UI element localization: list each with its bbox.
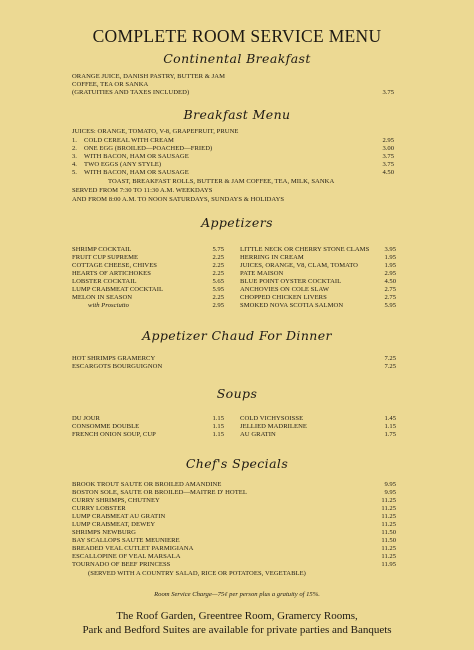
soup-left-name: DU JOUR — [72, 415, 101, 422]
soup-right-name: JELLIED MADRILENE — [240, 423, 307, 430]
footer-line-1: The Roof Garden, Greentree Room, Gramercy Rooms, — [116, 610, 358, 622]
appetizer-left-name: LOBSTER COCKTAIL — [72, 278, 137, 285]
special-name: BOSTON SOLE, SAUTE OR BROILED—MAITRE D' HOTEL — [72, 489, 247, 496]
appetizer-right-name: SMOKED NOVA SCOTIA SALMON — [240, 302, 344, 309]
appetizers-heading: Appetizers — [201, 215, 273, 230]
appetizer-right-price: 4.50 — [384, 278, 396, 285]
soup-left-name: FRENCH ONION SOUP, CUP — [72, 431, 156, 438]
special-name: CURRY LOBSTER — [72, 505, 126, 512]
appetizer-right-name: HERRING IN CREAM — [240, 254, 304, 261]
special-price: 11.25 — [381, 497, 396, 504]
appetizer-left-price: 2.25 — [212, 270, 224, 277]
breakfast-item-price: 2.95 — [382, 137, 394, 144]
special-price: 11.25 — [381, 513, 396, 520]
appetizer-left-name: SHRIMP COCKTAIL — [72, 246, 132, 253]
appetizer-right-price: 2.75 — [384, 294, 396, 301]
special-price: 11.25 — [381, 545, 396, 552]
breakfast-item-price: 3.75 — [382, 161, 394, 168]
breakfast-item-name: ONE EGG (BROILED—POACHED—FRIED) — [84, 145, 213, 152]
appetizer-right-name: CHOPPED CHICKEN LIVERS — [240, 294, 327, 301]
chaud-item-price: 7.25 — [384, 355, 396, 362]
breakfast-item-name: TWO EGGS (ANY STYLE) — [84, 161, 162, 168]
appetizer-left-name: FRUIT CUP SUPREME — [72, 254, 139, 261]
breakfast-heading: Breakfast Menu — [183, 107, 291, 122]
soup-right-name: AU GRATIN — [240, 431, 276, 438]
continental-line-1: ORANGE JUICE, DANISH PASTRY, BUTTER & JAM — [72, 73, 225, 80]
continental-line-2: COFFEE, TEA OR SANKA — [72, 81, 149, 88]
chaud-item-name: ESCARGOTS BOURGUIGNON — [72, 363, 163, 370]
special-price: 11.25 — [381, 553, 396, 560]
special-price: 11.50 — [381, 537, 396, 544]
special-price: 9.95 — [384, 481, 396, 488]
menu-title: COMPLETE ROOM SERVICE MENU — [92, 26, 382, 46]
special-name: ESCALLOPINE OF VEAL MARSALA — [72, 553, 181, 560]
appetizer-right-price: 1.95 — [384, 254, 396, 261]
special-price: 11.50 — [381, 529, 396, 536]
specials-served-with: (SERVED WITH A COUNTRY SALAD, RICE OR POTATOES, VEGETABLE) — [88, 570, 306, 577]
appetizer-right-name: JUICES, ORANGE, V8, CLAM, TOMATO — [240, 262, 358, 269]
breakfast-item-price: 3.75 — [382, 153, 394, 160]
special-name: BREADED VEAL CUTLET PARMIGIANA — [72, 545, 194, 552]
special-name: BAY SCALLOPS SAUTE MEUNIERE — [72, 537, 180, 544]
chaud-item-name: HOT SHRIMPS GRAMERCY — [72, 355, 156, 362]
appetizer-right-price: 2.75 — [384, 286, 396, 293]
special-name: LUMP CRABMEAT, DEWEY — [72, 521, 156, 528]
appetizer-left-name: with Prosciutto — [88, 302, 129, 309]
breakfast-item-name: COLD CEREAL WITH CREAM — [84, 137, 174, 144]
special-name: BROOK TROUT SAUTE OR BROILED AMANDINE — [72, 481, 222, 488]
breakfast-served-2: AND FROM 8:00 A.M. TO NOON SATURDAYS, SUNDAYS & HOLIDAYS — [72, 196, 285, 203]
continental-price: 3.75 — [382, 89, 394, 96]
appetizer-left-price: 2.25 — [212, 294, 224, 301]
breakfast-item-name: WITH BACON, HAM OR SAUSAGE — [84, 153, 189, 160]
soups-heading: Soups — [216, 386, 258, 401]
special-name: SHRIMPS NEWBURG — [72, 529, 136, 536]
soup-left-price: 1.15 — [212, 423, 224, 430]
breakfast-item-name: WITH BACON, HAM OR SAUSAGE — [84, 169, 189, 176]
breakfast-item-num: 3. — [72, 153, 77, 160]
soup-right-price: 1.15 — [384, 423, 396, 430]
continental-heading: Continental Breakfast — [163, 51, 311, 66]
appetizer-left-price: 5.65 — [212, 278, 224, 285]
breakfast-item-price: 3.00 — [382, 145, 394, 152]
special-name: TOURNADO OF BEEF PRINCESS — [72, 561, 171, 568]
special-price: 11.25 — [381, 521, 396, 528]
soup-left-name: CONSOMME DOUBLE — [72, 423, 140, 430]
breakfast-served-1: SERVED FROM 7:30 TO 11:30 A.M. WEEKDAYS — [72, 187, 213, 194]
appetizer-right-name: ANCHOVIES ON COLE SLAW — [240, 286, 330, 293]
service-charge-note: Room Service Charge—75¢ per person plus a gratuity of 15%. — [154, 591, 320, 598]
special-price: 11.25 — [381, 505, 396, 512]
breakfast-item-num: 5. — [72, 169, 77, 176]
continental-line-3: (GRATUITIES AND TAXES INCLUDED) — [72, 89, 190, 96]
appetizer-right-name: LITTLE NECK OR CHERRY STONE CLAMS — [240, 246, 370, 253]
appetizer-left-name: HEARTS OF ARTICHOKES — [72, 270, 151, 277]
breakfast-item-num: 4. — [72, 161, 77, 168]
specials-heading: Chef's Specials — [185, 456, 289, 471]
appetizer-left-name: COTTAGE CHEESE, CHIVES — [72, 262, 158, 269]
appetizer-left-price: 2.95 — [212, 302, 224, 309]
soup-left-price: 1.15 — [212, 431, 224, 438]
breakfast-item-num: 1. — [72, 137, 77, 144]
breakfast-juices: JUICES: ORANGE, TOMATO, V-8, GRAPEFRUIT, PRUNE — [72, 128, 239, 135]
appetizer-right-price: 1.95 — [384, 262, 396, 269]
appetizer-right-price: 5.95 — [384, 302, 396, 309]
special-price: 11.95 — [381, 561, 396, 568]
appetizer-right-name: PATE MAISON — [240, 270, 284, 277]
appetizer-left-name: MELON IN SEASON — [72, 294, 133, 301]
appetizer-right-price: 3.95 — [384, 246, 396, 253]
appetizer-left-price: 2.25 — [212, 262, 224, 269]
chaud-heading: Appetizer Chaud For Dinner — [142, 328, 332, 343]
special-name: LUMP CRABMEAT AU GRATIN — [72, 513, 166, 520]
footer-line-2: Park and Bedford Suites are available for private parties and Banquets — [82, 624, 392, 636]
breakfast-item-price: 4.50 — [382, 169, 394, 176]
soup-right-price: 1.45 — [384, 415, 396, 422]
appetizer-left-price: 5.75 — [212, 246, 224, 253]
special-name: CURRY SHRIMPS, CHUTNEY — [72, 497, 160, 504]
soup-left-price: 1.15 — [212, 415, 224, 422]
appetizer-right-name: BLUE POINT OYSTER COCKTAIL — [240, 278, 342, 285]
appetizer-right-price: 2.95 — [384, 270, 396, 277]
appetizer-left-price: 2.25 — [212, 254, 224, 261]
soup-right-name: COLD VICHYSOISSE — [240, 415, 304, 422]
chaud-item-price: 7.25 — [384, 363, 396, 370]
breakfast-item-num: 2. — [72, 145, 77, 152]
breakfast-toast: TOAST, BREAKFAST ROLLS, BUTTER & JAM COFFEE, TEA, MILK, SANKA — [108, 178, 335, 185]
appetizer-left-price: 5.95 — [212, 286, 224, 293]
special-price: 9.95 — [384, 489, 396, 496]
appetizer-left-name: LUMP CRABMEAT COCKTAIL — [72, 286, 164, 293]
soup-right-price: 1.75 — [384, 431, 396, 438]
